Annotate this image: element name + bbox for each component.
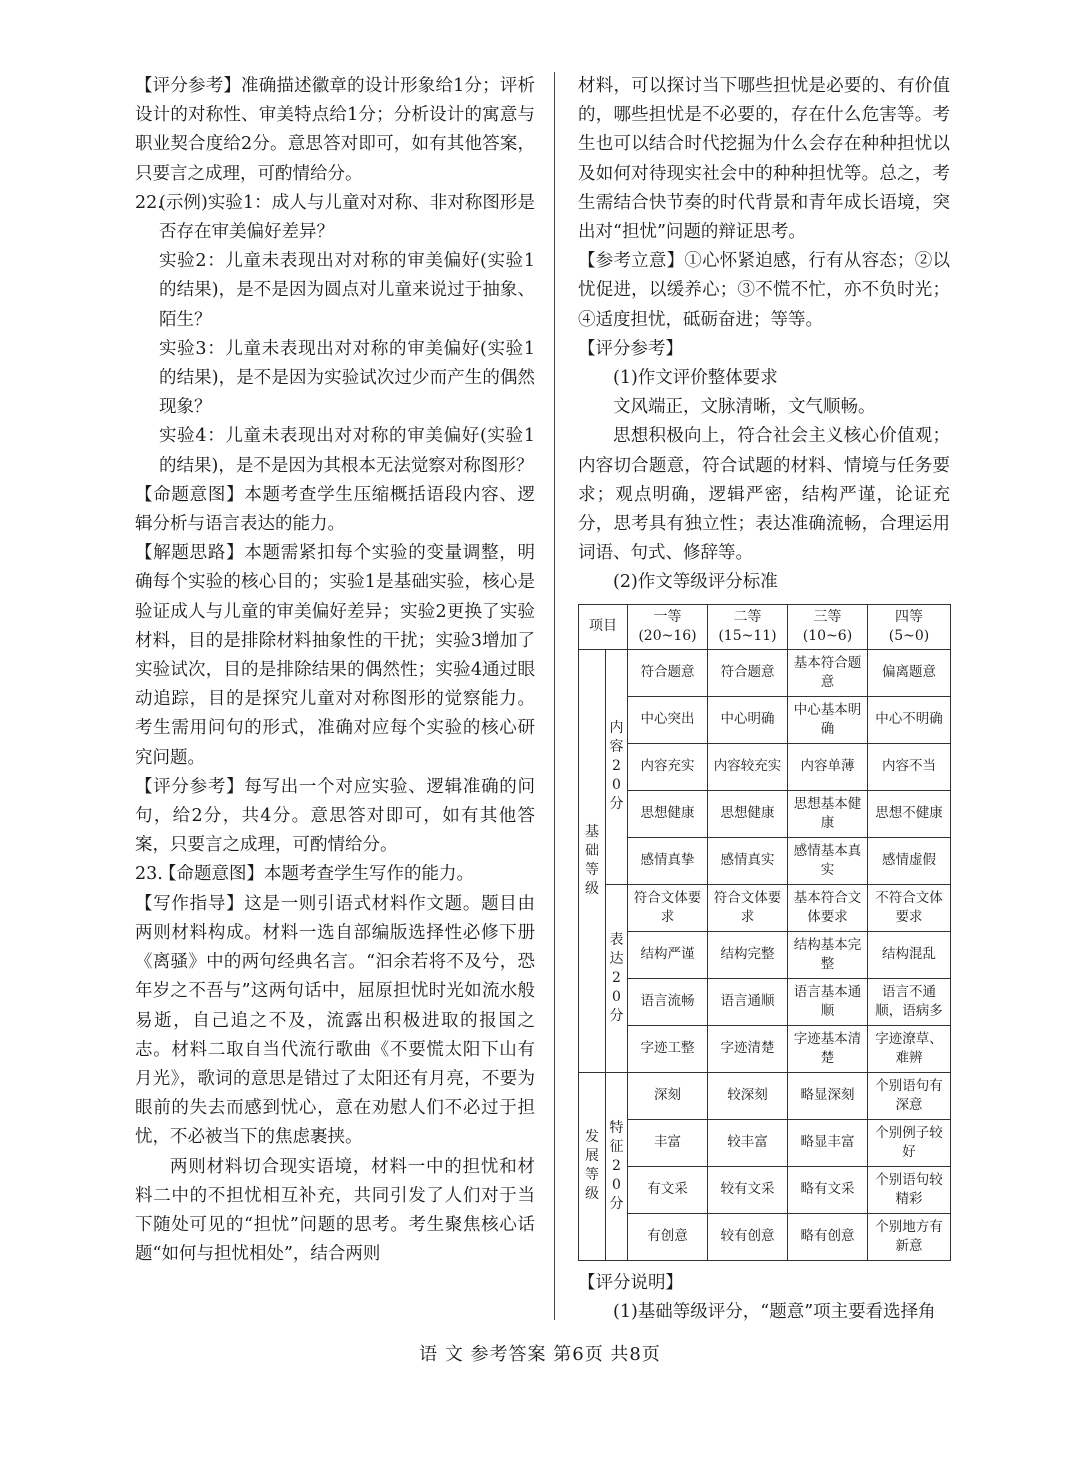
table-cell: 中心基本明确 (788, 696, 868, 743)
grade-range: (10~6) (802, 627, 853, 644)
question-23-number: 23. (135, 864, 163, 885)
q21-score-reference: 【评分参考】准确描述徽章的设计形象给1分；评析设计的对称性、审美特点给1分；分析设计的寓意与职业契合度给2分。意思答对即可，如有其他答案，只要言之成理，可酌情给分。 (135, 76, 535, 184)
table-header-row (579, 604, 951, 649)
table-row (579, 1166, 951, 1213)
right-column (578, 72, 950, 1327)
table-cell: 字迹潦草、难辨 (868, 1025, 951, 1072)
table-row (579, 649, 951, 696)
table-cell: 不符合文体要求 (868, 884, 951, 931)
group-development-label: 发展等级 (585, 1129, 599, 1203)
overall-requirement-content: 思想积极向上，符合社会主义核心价值观；内容切合题意，符合试题的材料、情境与任务要求；观点明确，逻辑严密，结构严谨，论证充分，思考具有独立性；表达准确流畅，合理运用词语、句式、修辞等。 (578, 426, 950, 564)
table-cell: 内容单薄 (788, 743, 868, 790)
q22-score-reference: 【评分参考】每写出一个对应实验、逻辑准确的问句，给2分，共4分。意思答对即可，如有其他答案，只要言之成理，可酌情给分。 (135, 776, 535, 856)
sub-content-label: 内容20分 (609, 720, 624, 813)
table-cell: 略有文采 (788, 1166, 868, 1213)
sub-expression-label: 表达20分 (609, 931, 624, 1024)
q23-writing-guide: 【写作指导】这是一则引语式材料作文题。题目由两则材料构成。材料一选自部编版选择性必修下册《离骚》中的两句经典名言。“汩余若将不及兮，恐年岁之不吾与”这两句话中，屈原担忧时光如流水般易逝，自己追之不及，流露出积极进取的报国之志。材料二取自当代流行歌曲《不要慌太阳下山有月光》，歌词的意思是错过了太阳还有月亮，不要为眼前的失去而感到忧心，意在劝慰人们不必过于担忧，不必被当下的焦虑裹挟。 (135, 893, 535, 1148)
table-cell: 中心突出 (628, 696, 708, 743)
q23-combined-materials: 两则材料切合现实语境，材料一中的担忧和材料二中的不担忧相互补充，共同引发了人们对于当下随处可见的“担忧”问题的思考。考生聚焦核心话题“如何与担忧相处”，结合两则 (135, 1156, 535, 1265)
q23-reference-themes: 【参考立意】①心怀紧迫感，行有从容态；②以忧促进，以缓养心；③不慌不忙，亦不负时光；④适度担忧，砥砺奋进；等等。 (578, 251, 950, 330)
table-header-grade (788, 604, 868, 649)
sub-feature-label: 特征20分 (609, 1119, 624, 1212)
table-cell: 基本符合文体要求 (788, 884, 868, 931)
grading-standards-table (578, 604, 951, 1261)
table-cell: 语言基本通顺 (788, 978, 868, 1025)
table-row (579, 1213, 951, 1260)
table-cell: 符合题意 (708, 649, 788, 696)
grade-range: (20~16) (638, 627, 697, 644)
group-basic-level (579, 649, 606, 1072)
page-footer: 语 文 参考答案 第6页 共8页 (419, 1344, 661, 1365)
table-cell: 个别地方有新意 (868, 1213, 951, 1260)
q23-score-reference-heading: 【评分参考】 (578, 338, 683, 359)
table-cell: 语言流畅 (628, 978, 708, 1025)
q22-exp4: 实验4：儿童未表现出对对称的审美偏好(实验1的结果)，是不是因为其根本无法觉察对称图形？ (159, 426, 535, 476)
table-cell: 个别语句有深意 (868, 1072, 951, 1119)
overall-requirement-style: 文风端正，文脉清晰，文气顺畅。 (613, 397, 876, 418)
table-cell: 思想健康 (628, 790, 708, 837)
table-cell: 感情真实 (708, 837, 788, 884)
table-cell: 字迹基本清楚 (788, 1025, 868, 1072)
table-header-grade (868, 604, 951, 649)
table-cell: 深刻 (628, 1072, 708, 1119)
sub-content (606, 649, 628, 884)
table-cell: 较丰富 (708, 1119, 788, 1166)
table-cell: 略显丰富 (788, 1119, 868, 1166)
table-cell: 符合题意 (628, 649, 708, 696)
q22-intent: 【命题意图】本题考查学生压缩概括语段内容、逻辑分析与语言表达的能力。 (135, 484, 535, 535)
table-cell: 结构完整 (708, 931, 788, 978)
question-22 (135, 189, 535, 247)
table-cell: 偏离题意 (868, 649, 951, 696)
table-cell: 丰富 (628, 1119, 708, 1166)
table-row (579, 790, 951, 837)
table-header-grade (628, 604, 708, 649)
table-cell: 思想不健康 (868, 790, 951, 837)
table-cell: 有创意 (628, 1213, 708, 1260)
sub-feature (606, 1072, 628, 1260)
table-cell: 略显深刻 (788, 1072, 868, 1119)
table-header-item: 项目 (579, 604, 628, 649)
table-cell: 略有创意 (788, 1213, 868, 1260)
sub-expression (606, 884, 628, 1072)
grade-range: (5~0) (888, 627, 930, 644)
table-cell: 个别例子较好 (868, 1119, 951, 1166)
table-cell: 语言不通顺，语病多 (868, 978, 951, 1025)
table-cell: 内容不当 (868, 743, 951, 790)
group-basic-label: 基础等级 (585, 823, 599, 897)
table-cell: 字迹工整 (628, 1025, 708, 1072)
table-cell: 中心不明确 (868, 696, 951, 743)
table-cell: 个别语句较精彩 (868, 1166, 951, 1213)
table-cell: 思想健康 (708, 790, 788, 837)
grading-table-title: (2)作文等级评分标准 (613, 572, 778, 593)
table-cell: 较有创意 (708, 1213, 788, 1260)
table-cell: 感情基本真实 (788, 837, 868, 884)
left-column (135, 72, 535, 1269)
scoring-explanation-1: (1)基础等级评分，“题意”项主要看选择角 (613, 1301, 936, 1322)
table-row (579, 1072, 951, 1119)
table-header-grade (708, 604, 788, 649)
grade-name: 一等 (653, 608, 682, 625)
table-cell: 较深刻 (708, 1072, 788, 1119)
grade-name: 二等 (733, 608, 762, 625)
q22-exp2: 实验2：儿童未表现出对对称的审美偏好(实验1的结果)，是不是因为圆点对儿童来说过于抽象、陌生？ (159, 251, 535, 330)
grade-range: (15~11) (718, 627, 777, 644)
q23-intent: 【命题意图】本题考查学生写作的能力。 (159, 864, 474, 885)
table-cell: 字迹清楚 (708, 1025, 788, 1072)
table-row (579, 1119, 951, 1166)
overall-requirements-title: (1)作文评价整体要求 (613, 368, 778, 389)
question-22-number: 22. (135, 192, 163, 213)
group-development-level (579, 1072, 606, 1260)
table-cell: 符合文体要求 (628, 884, 708, 931)
grade-name: 四等 (895, 608, 923, 625)
table-row (579, 931, 951, 978)
q23-guide-continued: 材料，可以探讨当下哪些担忧是必要的、有价值的，哪些担忧是不必要的，存在什么危害等。考生也可以结合时代挖掘为什么会存在种种担忧以及如何对待现实社会中的种种担忧等。总之，考生需结合快节奏的时代背景和青年成长语境，突出对“担忧”问题的辩证思考。 (578, 76, 950, 243)
table-cell: 基本符合题意 (788, 649, 868, 696)
table-row (579, 1025, 951, 1072)
scoring-explanation-heading: 【评分说明】 (578, 1272, 683, 1293)
table-cell: 结构严谨 (628, 931, 708, 978)
table-cell: 感情虚假 (868, 837, 951, 884)
table-row (579, 978, 951, 1025)
q22-example-exp1: (示例)实验1：成人与儿童对对称、非对称图形是否存在审美偏好差异？ (159, 192, 535, 243)
table-cell: 中心明确 (708, 696, 788, 743)
question-23 (135, 860, 535, 889)
table-cell: 内容较充实 (708, 743, 788, 790)
table-cell: 内容充实 (628, 743, 708, 790)
table-row (579, 743, 951, 790)
table-row (579, 837, 951, 884)
table-cell: 有文采 (628, 1166, 708, 1213)
table-cell: 结构基本完整 (788, 931, 868, 978)
table-cell: 符合文体要求 (708, 884, 788, 931)
table-cell: 结构混乱 (868, 931, 951, 978)
table-cell: 感情真挚 (628, 837, 708, 884)
table-cell: 思想基本健康 (788, 790, 868, 837)
table-cell: 较有文采 (708, 1166, 788, 1213)
table-row (579, 884, 951, 931)
grade-name: 三等 (813, 608, 842, 625)
table-cell: 语言通顺 (708, 978, 788, 1025)
column-divider (554, 72, 555, 1320)
q22-exp3: 实验3：儿童未表现出对对称的审美偏好(实验1的结果)，是不是因为实验试次过少而产生的偶然现象？ (159, 338, 535, 418)
q22-solution-idea: 【解题思路】本题需紧扣每个实验的变量调整，明确每个实验的核心目的；实验1是基础实验，核心是验证成人与儿童的审美偏好差异；实验2更换了实验材料，目的是排除材料抽象性的干扰；实验3增加了实验试次，目的是排除结果的偶然性；实验4通过眼动追踪，目的是探究儿童对对称图形的觉察能力。考生需用问句的形式，准确对应每个实验的核心研究问题。 (135, 543, 535, 768)
table-row (579, 696, 951, 743)
